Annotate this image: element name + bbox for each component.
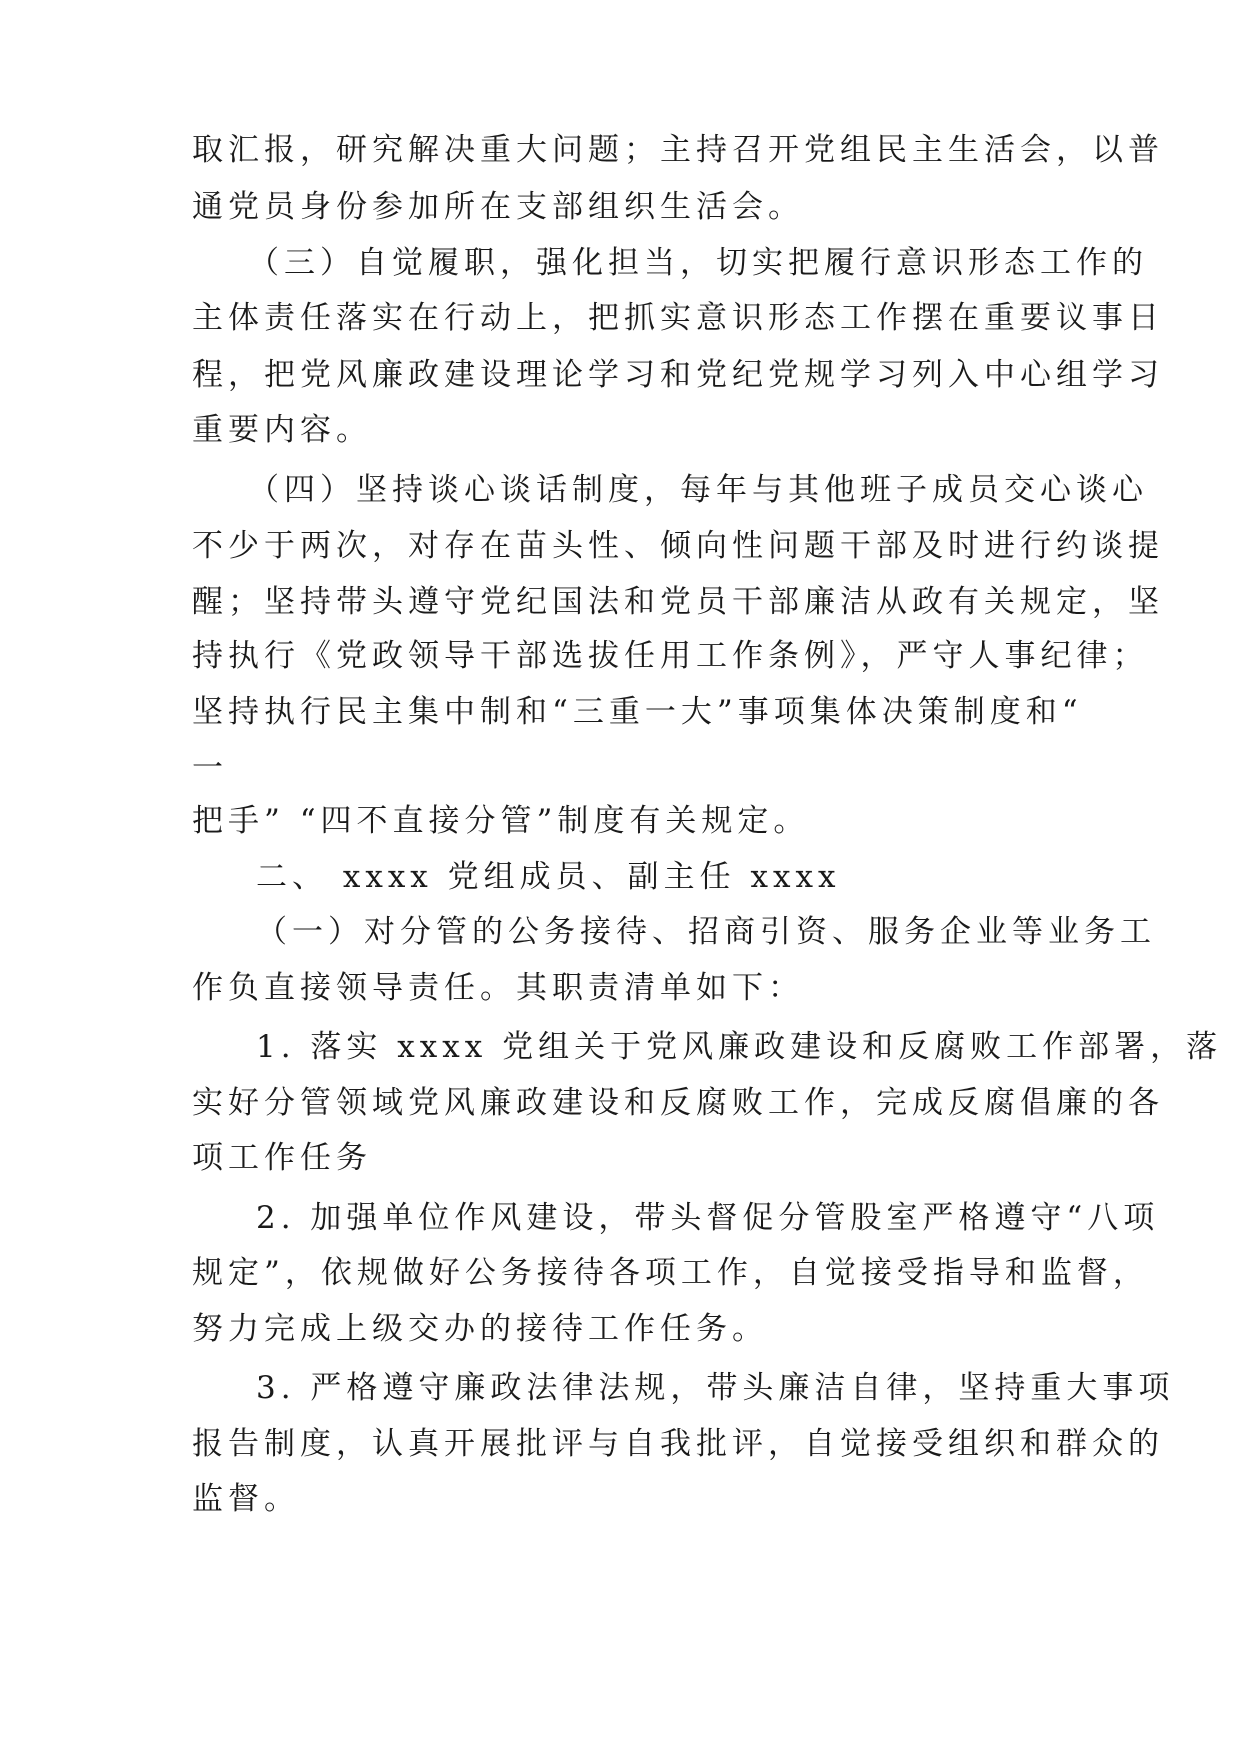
body-line: 坚持执行民主集中制和“三重一大”事项集体决策制度和“ <box>192 694 1083 730</box>
body-line: 实好分管领域党风廉政建设和反腐败工作，完成反腐倡廉的各 <box>192 1085 1164 1121</box>
section-heading-4: （四）坚持谈心谈话制度，每年与其他班子成员交心谈心 <box>248 472 1148 508</box>
body-line: 监督。 <box>192 1481 300 1517</box>
list-item-1: 1. 落实 xxxx 党组关于党风廉政建设和反腐败工作部署，落 <box>256 1029 1223 1065</box>
body-line: 努力完成上级交办的接待工作任务。 <box>192 1311 768 1347</box>
section-heading-3: （三）自觉履职，强化担当，切实把履行意识形态工作的 <box>248 245 1148 281</box>
body-line: 报告制度，认真开展批评与自我批评，自觉接受组织和群众的 <box>192 1426 1164 1462</box>
body-line: 主体责任落实在行动上，把抓实意识形态工作摆在重要议事日 <box>192 300 1164 336</box>
list-item-3: 3. 严格遵守廉政法律法规，带头廉洁自律，坚持重大事项 <box>256 1370 1175 1406</box>
subsection-heading-1: （一）对分管的公务接待、招商引资、服务企业等业务工 <box>256 914 1156 950</box>
body-line: 项工作任务 <box>192 1140 372 1176</box>
body-line: 重要内容。 <box>192 412 372 448</box>
body-line: 作负直接领导责任。其职责清单如下： <box>192 970 804 1006</box>
body-line: 不少于两次，对存在苗头性、倾向性问题干部及时进行约谈提 <box>192 528 1164 564</box>
body-line: 取汇报，研究解决重大问题；主持召开党组民主生活会，以普 <box>192 132 1164 168</box>
section-heading-2: 二、 xxxx 党组成员、副主任 xxxx <box>256 859 841 895</box>
body-line: 醒；坚持带头遵守党纪国法和党员干部廉洁从政有关规定，坚 <box>192 584 1164 620</box>
body-line: 程，把党风廉政建设理论学习和党纪党规学习列入中心组学习 <box>192 357 1164 393</box>
list-item-2: 2. 加强单位作风建设，带头督促分管股室严格遵守“八项 <box>256 1200 1160 1236</box>
body-line: 规定”，依规做好公务接待各项工作，自觉接受指导和监督， <box>192 1255 1149 1291</box>
body-line: 把手” “四不直接分管”制度有关规定。 <box>192 803 810 839</box>
body-line: 通党员身份参加所在支部组织生活会。 <box>192 189 804 225</box>
body-line: 一 <box>192 750 228 786</box>
body-line: 持执行《党政领导干部选拔任用工作条例》，严守人事纪律； <box>192 638 1149 674</box>
